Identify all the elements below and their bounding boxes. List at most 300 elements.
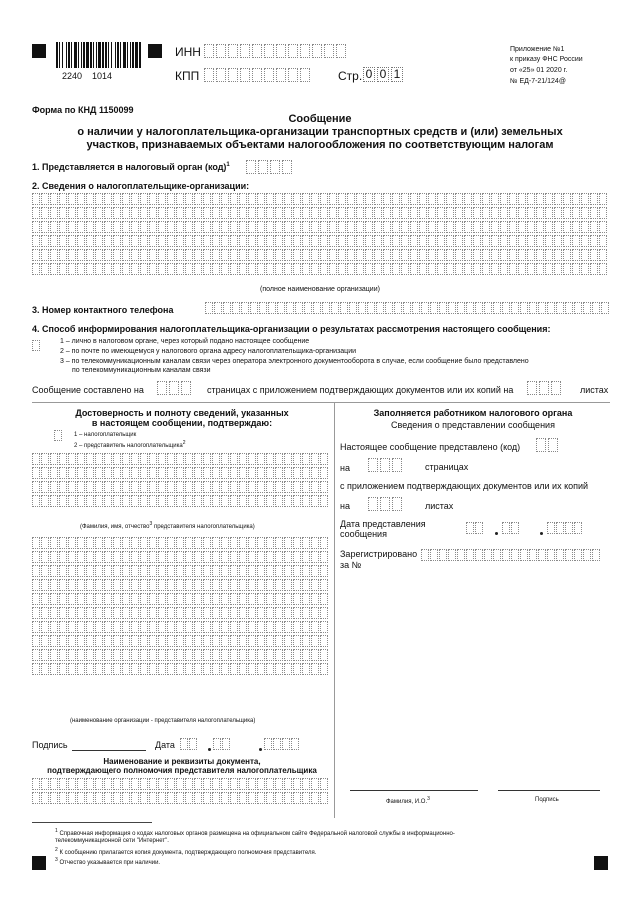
input-cell[interactable] bbox=[311, 792, 319, 804]
input-cell[interactable] bbox=[204, 44, 214, 58]
input-cell[interactable] bbox=[572, 193, 580, 205]
input-cell[interactable] bbox=[239, 235, 247, 247]
input-cell[interactable] bbox=[185, 481, 193, 493]
input-cell[interactable] bbox=[240, 44, 250, 58]
input-cell[interactable] bbox=[230, 453, 238, 465]
input-cell[interactable] bbox=[176, 778, 184, 790]
input-cell[interactable] bbox=[302, 593, 310, 605]
input-cell[interactable] bbox=[276, 68, 286, 82]
input-cell[interactable] bbox=[140, 207, 148, 219]
input-cell[interactable] bbox=[554, 249, 562, 261]
input-cell[interactable] bbox=[572, 207, 580, 219]
input-cell[interactable] bbox=[221, 221, 229, 233]
organization-name-field[interactable] bbox=[32, 193, 608, 277]
input-cell[interactable] bbox=[59, 621, 67, 633]
input-cell[interactable] bbox=[554, 193, 562, 205]
input-cell[interactable] bbox=[131, 649, 139, 661]
input-cell[interactable] bbox=[563, 263, 571, 275]
input-cell[interactable] bbox=[581, 249, 589, 261]
input-cell[interactable] bbox=[248, 621, 256, 633]
input-row[interactable] bbox=[32, 193, 608, 205]
input-cell[interactable] bbox=[176, 663, 184, 675]
input-cell[interactable] bbox=[266, 467, 274, 479]
input-cell[interactable] bbox=[473, 221, 481, 233]
input-cell[interactable] bbox=[149, 193, 157, 205]
input-cell[interactable] bbox=[320, 193, 328, 205]
input-cell[interactable] bbox=[257, 579, 265, 591]
input-cell[interactable] bbox=[32, 537, 40, 549]
input-cell[interactable] bbox=[257, 551, 265, 563]
input-cell[interactable] bbox=[50, 249, 58, 261]
input-cell[interactable] bbox=[446, 249, 454, 261]
input-cell[interactable] bbox=[266, 221, 274, 233]
input-cell[interactable] bbox=[275, 249, 283, 261]
representative-fio-field[interactable] bbox=[32, 453, 329, 509]
input-cell[interactable] bbox=[300, 44, 310, 58]
page-number-field[interactable] bbox=[363, 67, 405, 82]
input-cell[interactable] bbox=[313, 302, 321, 314]
input-cell[interactable] bbox=[230, 663, 238, 675]
input-cell[interactable] bbox=[230, 778, 238, 790]
input-cell[interactable] bbox=[302, 263, 310, 275]
input-cell[interactable] bbox=[502, 549, 510, 561]
input-cell[interactable] bbox=[212, 453, 220, 465]
input-cell[interactable] bbox=[149, 607, 157, 619]
input-cell[interactable] bbox=[185, 235, 193, 247]
input-cell[interactable] bbox=[122, 778, 130, 790]
input-cell[interactable] bbox=[491, 221, 499, 233]
input-cell[interactable] bbox=[266, 593, 274, 605]
input-cell[interactable] bbox=[131, 778, 139, 790]
input-cell[interactable] bbox=[320, 663, 328, 675]
input-row[interactable] bbox=[32, 621, 329, 633]
input-cell[interactable] bbox=[68, 467, 76, 479]
input-cell[interactable] bbox=[347, 263, 355, 275]
input-cell[interactable] bbox=[288, 68, 298, 82]
input-cell[interactable] bbox=[565, 549, 573, 561]
input-cell[interactable] bbox=[581, 193, 589, 205]
input-cell[interactable] bbox=[239, 792, 247, 804]
input-cell[interactable] bbox=[86, 235, 94, 247]
input-cell[interactable] bbox=[86, 221, 94, 233]
input-cell[interactable] bbox=[212, 537, 220, 549]
input-cell[interactable] bbox=[248, 495, 256, 507]
input-cell[interactable] bbox=[419, 207, 427, 219]
input-cell[interactable] bbox=[311, 263, 319, 275]
input-cell[interactable] bbox=[50, 579, 58, 591]
input-cell[interactable] bbox=[509, 193, 517, 205]
input-cell[interactable] bbox=[401, 193, 409, 205]
input-cell[interactable] bbox=[203, 593, 211, 605]
input-cell[interactable] bbox=[140, 579, 148, 591]
input-cell[interactable] bbox=[131, 635, 139, 647]
input-cell[interactable] bbox=[221, 263, 229, 275]
input-cell[interactable] bbox=[158, 467, 166, 479]
input-cell[interactable] bbox=[545, 249, 553, 261]
input-cell[interactable] bbox=[50, 635, 58, 647]
input-cell[interactable] bbox=[50, 621, 58, 633]
input-cell[interactable] bbox=[545, 235, 553, 247]
input-cell[interactable] bbox=[473, 193, 481, 205]
input-cell[interactable] bbox=[212, 551, 220, 563]
input-cell[interactable] bbox=[104, 495, 112, 507]
input-cell[interactable] bbox=[230, 792, 238, 804]
input-cell[interactable] bbox=[68, 453, 76, 465]
input-cell[interactable] bbox=[270, 160, 280, 174]
input-cell[interactable] bbox=[32, 792, 40, 804]
input-cell[interactable] bbox=[68, 551, 76, 563]
input-cell[interactable] bbox=[536, 235, 544, 247]
input-cell[interactable] bbox=[50, 235, 58, 247]
input-cell[interactable] bbox=[286, 302, 294, 314]
input-cell[interactable] bbox=[311, 235, 319, 247]
input-cell[interactable] bbox=[556, 549, 564, 561]
input-cell[interactable] bbox=[302, 193, 310, 205]
input-cell[interactable] bbox=[329, 249, 337, 261]
input-cell[interactable] bbox=[284, 621, 292, 633]
input-cell[interactable] bbox=[239, 663, 247, 675]
input-cell[interactable] bbox=[59, 481, 67, 493]
input-cell[interactable] bbox=[257, 778, 265, 790]
input-cell[interactable] bbox=[248, 221, 256, 233]
input-cell[interactable] bbox=[257, 792, 265, 804]
composed-pages-field[interactable] bbox=[157, 381, 193, 395]
input-cell[interactable] bbox=[140, 778, 148, 790]
input-cell[interactable] bbox=[331, 302, 339, 314]
input-cell[interactable] bbox=[194, 453, 202, 465]
input-cell[interactable] bbox=[266, 635, 274, 647]
input-cell[interactable] bbox=[203, 221, 211, 233]
input-cell[interactable] bbox=[59, 551, 67, 563]
input-cell[interactable] bbox=[275, 551, 283, 563]
input-cell[interactable] bbox=[293, 778, 301, 790]
input-cell[interactable] bbox=[158, 607, 166, 619]
input-cell[interactable] bbox=[554, 207, 562, 219]
input-cell[interactable] bbox=[239, 551, 247, 563]
input-cell[interactable] bbox=[365, 193, 373, 205]
input-cell[interactable] bbox=[203, 481, 211, 493]
input-cell[interactable] bbox=[113, 792, 121, 804]
input-cell[interactable] bbox=[232, 302, 240, 314]
input-cell[interactable] bbox=[266, 453, 274, 465]
input-cell[interactable] bbox=[320, 593, 328, 605]
input-cell[interactable] bbox=[50, 263, 58, 275]
input-cell[interactable] bbox=[509, 235, 517, 247]
input-cell[interactable] bbox=[204, 68, 214, 82]
input-cell[interactable] bbox=[68, 621, 76, 633]
input-cell[interactable] bbox=[257, 481, 265, 493]
input-cell[interactable] bbox=[212, 607, 220, 619]
input-cell[interactable] bbox=[77, 649, 85, 661]
input-cell[interactable] bbox=[221, 453, 229, 465]
input-cell[interactable] bbox=[538, 549, 546, 561]
input-cell[interactable] bbox=[322, 302, 330, 314]
input-row[interactable] bbox=[32, 778, 329, 790]
input-cell[interactable] bbox=[284, 207, 292, 219]
input-cell[interactable] bbox=[329, 207, 337, 219]
input-cell[interactable] bbox=[266, 778, 274, 790]
input-cell[interactable] bbox=[248, 778, 256, 790]
input-cell[interactable] bbox=[320, 453, 328, 465]
input-cell[interactable] bbox=[77, 207, 85, 219]
input-cell[interactable] bbox=[536, 438, 546, 452]
input-cell[interactable] bbox=[203, 621, 211, 633]
input-cell[interactable] bbox=[392, 458, 402, 472]
input-cell[interactable] bbox=[293, 649, 301, 661]
input-cell[interactable] bbox=[446, 207, 454, 219]
input-cell[interactable] bbox=[230, 193, 238, 205]
input-cell[interactable] bbox=[428, 249, 436, 261]
input-cell[interactable] bbox=[50, 537, 58, 549]
input-cell[interactable] bbox=[50, 663, 58, 675]
input-cell[interactable] bbox=[180, 738, 188, 750]
input-cell[interactable] bbox=[259, 302, 267, 314]
input-cell[interactable] bbox=[302, 467, 310, 479]
input-cell[interactable] bbox=[383, 193, 391, 205]
input-cell[interactable] bbox=[419, 193, 427, 205]
input-cell[interactable] bbox=[176, 635, 184, 647]
input-cell[interactable] bbox=[403, 302, 411, 314]
input-cell[interactable] bbox=[293, 593, 301, 605]
input-cell[interactable] bbox=[32, 193, 40, 205]
input-cell[interactable] bbox=[257, 565, 265, 577]
input-cell[interactable] bbox=[275, 235, 283, 247]
input-cell[interactable] bbox=[50, 565, 58, 577]
input-cell[interactable] bbox=[257, 221, 265, 233]
date-month-field[interactable] bbox=[213, 738, 231, 750]
representative-organization-field[interactable] bbox=[32, 537, 329, 677]
input-cell[interactable] bbox=[122, 467, 130, 479]
input-cell[interactable] bbox=[158, 207, 166, 219]
input-cell[interactable] bbox=[302, 207, 310, 219]
input-cell[interactable] bbox=[563, 207, 571, 219]
input-cell[interactable] bbox=[68, 207, 76, 219]
input-cell[interactable] bbox=[50, 467, 58, 479]
input-cell[interactable] bbox=[439, 302, 447, 314]
input-cell[interactable] bbox=[169, 381, 179, 395]
input-row[interactable] bbox=[32, 207, 608, 219]
input-cell[interactable] bbox=[293, 467, 301, 479]
input-cell[interactable] bbox=[266, 565, 274, 577]
input-cell[interactable] bbox=[248, 565, 256, 577]
input-cell[interactable] bbox=[131, 537, 139, 549]
input-cell[interactable] bbox=[300, 68, 310, 82]
input-cell[interactable] bbox=[140, 551, 148, 563]
input-cell[interactable] bbox=[122, 221, 130, 233]
input-cell[interactable] bbox=[95, 221, 103, 233]
input-cell[interactable] bbox=[104, 193, 112, 205]
input-cell[interactable] bbox=[392, 235, 400, 247]
input-cell[interactable] bbox=[257, 607, 265, 619]
input-cell[interactable] bbox=[302, 453, 310, 465]
input-cell[interactable] bbox=[185, 565, 193, 577]
input-cell[interactable] bbox=[194, 249, 202, 261]
input-cell[interactable] bbox=[293, 621, 301, 633]
input-cell[interactable] bbox=[601, 302, 609, 314]
input-cell[interactable] bbox=[140, 621, 148, 633]
input-cell[interactable] bbox=[475, 549, 483, 561]
input-cell[interactable] bbox=[194, 663, 202, 675]
input-cell[interactable] bbox=[176, 453, 184, 465]
input-cell[interactable] bbox=[428, 193, 436, 205]
input-cell[interactable] bbox=[302, 221, 310, 233]
input-cell[interactable] bbox=[518, 263, 526, 275]
input-cell[interactable] bbox=[437, 207, 445, 219]
input-cell[interactable] bbox=[32, 621, 40, 633]
input-cell[interactable] bbox=[356, 221, 364, 233]
input-cell[interactable] bbox=[266, 649, 274, 661]
input-cell[interactable] bbox=[239, 495, 247, 507]
input-row[interactable] bbox=[32, 551, 329, 563]
input-cell[interactable] bbox=[230, 593, 238, 605]
input-cell[interactable] bbox=[77, 551, 85, 563]
input-cell[interactable] bbox=[68, 263, 76, 275]
input-cell[interactable] bbox=[176, 249, 184, 261]
input-cell[interactable] bbox=[266, 207, 274, 219]
input-cell[interactable] bbox=[131, 467, 139, 479]
input-cell[interactable] bbox=[241, 302, 249, 314]
input-cell[interactable] bbox=[41, 495, 49, 507]
input-cell[interactable] bbox=[284, 193, 292, 205]
input-cell[interactable] bbox=[32, 607, 40, 619]
input-cell[interactable] bbox=[86, 467, 94, 479]
input-cell[interactable] bbox=[176, 193, 184, 205]
input-cell[interactable] bbox=[282, 160, 292, 174]
input-cell[interactable] bbox=[167, 235, 175, 247]
input-cell[interactable] bbox=[140, 235, 148, 247]
input-cell[interactable] bbox=[311, 649, 319, 661]
input-cell[interactable] bbox=[563, 249, 571, 261]
input-cell[interactable] bbox=[68, 663, 76, 675]
input-cell[interactable] bbox=[419, 263, 427, 275]
input-cell[interactable] bbox=[32, 565, 40, 577]
input-cell[interactable] bbox=[158, 537, 166, 549]
input-cell[interactable] bbox=[59, 249, 67, 261]
input-cell[interactable] bbox=[95, 621, 103, 633]
input-cell[interactable] bbox=[203, 607, 211, 619]
input-cell[interactable] bbox=[149, 593, 157, 605]
input-cell[interactable] bbox=[284, 221, 292, 233]
input-cell[interactable] bbox=[167, 495, 175, 507]
input-cell[interactable] bbox=[428, 207, 436, 219]
input-cell[interactable] bbox=[86, 495, 94, 507]
input-cell[interactable] bbox=[347, 221, 355, 233]
input-cell[interactable] bbox=[473, 249, 481, 261]
submission-date-month-field[interactable] bbox=[502, 522, 520, 534]
input-cell[interactable] bbox=[380, 458, 390, 472]
input-cell[interactable] bbox=[302, 481, 310, 493]
input-cell[interactable] bbox=[167, 565, 175, 577]
input-cell[interactable] bbox=[95, 792, 103, 804]
input-cell[interactable] bbox=[257, 467, 265, 479]
input-cell[interactable] bbox=[293, 551, 301, 563]
input-cell[interactable] bbox=[556, 302, 564, 314]
input-cell[interactable] bbox=[113, 565, 121, 577]
input-cell[interactable] bbox=[493, 302, 501, 314]
input-cell[interactable] bbox=[430, 302, 438, 314]
input-cell[interactable] bbox=[68, 593, 76, 605]
input-cell[interactable] bbox=[257, 635, 265, 647]
input-cell[interactable] bbox=[336, 44, 346, 58]
input-cell[interactable] bbox=[149, 792, 157, 804]
input-cell[interactable] bbox=[221, 593, 229, 605]
input-cell[interactable] bbox=[50, 453, 58, 465]
input-cell[interactable] bbox=[158, 778, 166, 790]
input-cell[interactable] bbox=[50, 792, 58, 804]
input-cell[interactable] bbox=[140, 481, 148, 493]
input-cell[interactable] bbox=[68, 481, 76, 493]
input-cell[interactable] bbox=[104, 593, 112, 605]
input-cell[interactable] bbox=[311, 221, 319, 233]
input-cell[interactable] bbox=[324, 44, 334, 58]
input-cell[interactable] bbox=[547, 549, 555, 561]
input-cell[interactable] bbox=[338, 235, 346, 247]
input-cell[interactable] bbox=[104, 467, 112, 479]
input-cell[interactable] bbox=[95, 663, 103, 675]
input-cell[interactable] bbox=[275, 579, 283, 591]
input-cell[interactable] bbox=[258, 160, 268, 174]
input-cell[interactable] bbox=[527, 249, 535, 261]
input-cell[interactable] bbox=[302, 635, 310, 647]
input-cell[interactable] bbox=[86, 453, 94, 465]
input-cell[interactable] bbox=[500, 263, 508, 275]
input-cell[interactable] bbox=[176, 207, 184, 219]
input-cell[interactable] bbox=[86, 551, 94, 563]
input-cell[interactable] bbox=[95, 579, 103, 591]
input-cell[interactable] bbox=[122, 649, 130, 661]
input-cell[interactable] bbox=[230, 221, 238, 233]
input-cell[interactable] bbox=[95, 565, 103, 577]
input-cell[interactable] bbox=[122, 481, 130, 493]
input-cell[interactable] bbox=[248, 207, 256, 219]
input-cell[interactable] bbox=[491, 249, 499, 261]
input-cell[interactable] bbox=[113, 635, 121, 647]
input-cell[interactable] bbox=[446, 263, 454, 275]
input-cell[interactable] bbox=[374, 249, 382, 261]
input-cell[interactable] bbox=[158, 565, 166, 577]
input-cell[interactable] bbox=[131, 207, 139, 219]
input-cell[interactable] bbox=[599, 235, 607, 247]
input-cell[interactable] bbox=[284, 565, 292, 577]
input-cell[interactable] bbox=[273, 738, 281, 750]
input-cell[interactable] bbox=[176, 551, 184, 563]
kpp-field[interactable] bbox=[204, 68, 312, 82]
input-cell[interactable] bbox=[32, 207, 40, 219]
input-cell[interactable] bbox=[257, 453, 265, 465]
input-cell[interactable] bbox=[203, 453, 211, 465]
input-cell[interactable] bbox=[284, 495, 292, 507]
input-cell[interactable] bbox=[248, 593, 256, 605]
input-cell[interactable] bbox=[158, 593, 166, 605]
input-cell[interactable] bbox=[167, 607, 175, 619]
input-row[interactable] bbox=[32, 453, 329, 465]
input-cell[interactable] bbox=[239, 207, 247, 219]
input-cell[interactable] bbox=[374, 263, 382, 275]
input-cell[interactable] bbox=[113, 537, 121, 549]
input-cell[interactable] bbox=[284, 593, 292, 605]
input-row[interactable] bbox=[32, 792, 329, 804]
input-cell[interactable] bbox=[228, 68, 238, 82]
input-cell[interactable] bbox=[149, 263, 157, 275]
input-cell[interactable] bbox=[59, 649, 67, 661]
input-cell[interactable] bbox=[599, 193, 607, 205]
input-cell[interactable] bbox=[500, 193, 508, 205]
input-cell[interactable] bbox=[205, 302, 213, 314]
input-cell[interactable] bbox=[86, 649, 94, 661]
input-cell[interactable] bbox=[167, 792, 175, 804]
input-cell[interactable] bbox=[376, 302, 384, 314]
input-cell[interactable] bbox=[437, 221, 445, 233]
